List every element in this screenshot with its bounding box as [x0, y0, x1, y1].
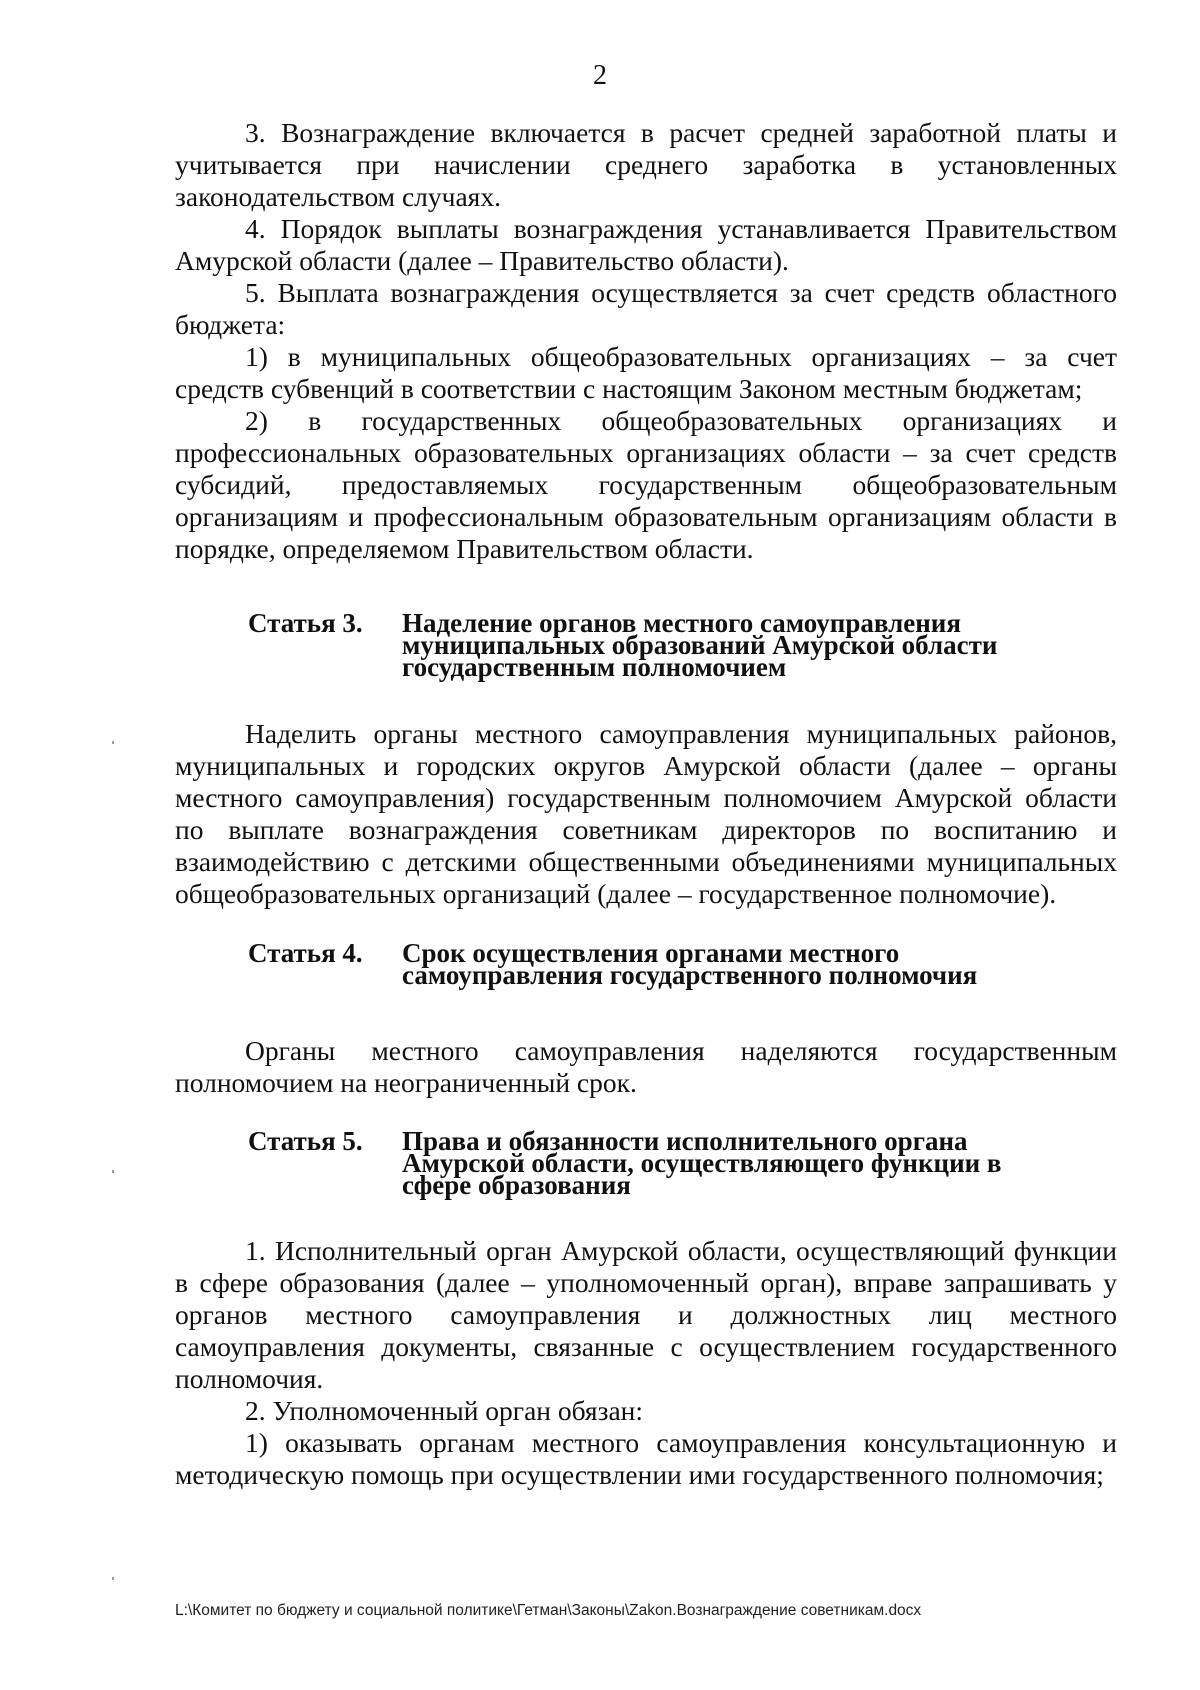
- scan-speck: [112, 741, 114, 744]
- paragraph-subitem-1: 1) в муниципальных общеобразовательных организациях – за счет средств субвенций в соответствии с настоящим Законом местным бюджетам;: [175, 341, 1117, 404]
- page-number: 2: [593, 60, 607, 91]
- paragraph-subitem-2: 2) в государственных общеобразовательных организациях и профессиональных образовательных организациях области – за счет средств субсидий, предоставляемых государственным общеобразовательным организациям и профессиональным образовательным организациям области в порядке, определяемом Правительством области.: [175, 405, 1117, 564]
- article-5-title: [402, 1126, 1108, 1200]
- article-5-label: Статья 5.: [248, 1126, 363, 1156]
- article-4-title-line: самоуправления государственного полномочия: [402, 960, 978, 990]
- article-5-paragraph-2: 2. Уполномоченный орган обязан:: [245, 1395, 644, 1426]
- article-4-title-line: Срок осуществления органами местного: [402, 938, 900, 968]
- article-3-title-line: муниципальных образований Амурской области: [402, 630, 998, 660]
- section-payment-terms: [175, 117, 1117, 565]
- article-3-title-line: Наделение органов местного самоуправления: [402, 608, 961, 638]
- article-4-heading: [248, 938, 1108, 990]
- article-5-paragraph-1: 1. Исполнительный орган Амурской области, осуществляющий функции в сфере образования (далее – уполномоченный орган), вправе запрашивать у органов местного самоуправления и должностных лиц местного самоуправления документы, связанные с осуществлением государственного полномочия.: [175, 1235, 1117, 1394]
- scan-speck: [112, 1577, 114, 1580]
- article-5-paragraph-3: 1) оказывать органам местного самоуправления консультационную и методическую помощь при осуществлении ими государственного полномочия;: [175, 1427, 1117, 1490]
- article-3-label: Статья 3.: [248, 608, 363, 638]
- paragraph-item-4: 4. Порядок выплаты вознаграждения устанавливается Правительством Амурской области (далее – Правительство области).: [175, 213, 1117, 276]
- article-5-title-line: Права и обязанности исполнительного органа: [402, 1126, 968, 1156]
- paragraph-item-5: 5. Выплата вознаграждения осуществляется за счет средств областного бюджета:: [175, 277, 1117, 340]
- file-path-footer: L:\Комитет по бюджету и социальной политике\Гетман\Законы\Zakon.Вознаграждение советникам.docx: [175, 1602, 922, 1619]
- article-4-paragraph: Органы местного самоуправления наделяются государственным полномочием на неограниченный срок.: [175, 1035, 1117, 1098]
- article-4-label: Статья 4.: [248, 938, 363, 968]
- article-3-heading: [248, 608, 1108, 682]
- article-5-title-line: Амурской области, осуществляющего функции в: [402, 1148, 1002, 1178]
- article-3-title: [402, 608, 1108, 682]
- paragraph-item-3: 3. Вознаграждение включается в расчет средней заработной платы и учитывается при начислении среднего заработка в установленных законодательством случаях.: [175, 117, 1117, 212]
- article-3-body: [175, 718, 1117, 910]
- article-3-title-line: государственным полномочием: [402, 652, 787, 682]
- scan-speck: [112, 1170, 114, 1173]
- article-5-body: [175, 1235, 1117, 1491]
- article-5-heading: [248, 1126, 1108, 1200]
- article-3-paragraph: Наделить органы местного самоуправления муниципальных районов, муниципальных и городских округов Амурской области (далее – органы местного самоуправления) государственным полномочием Амурской области по выплате вознаграждения советникам директоров по воспитанию и взаимодействию с детскими общественными объединениями муниципальных общеобразовательных организаций (далее – государственное полномочие).: [175, 718, 1117, 909]
- article-4-title: [402, 938, 1108, 990]
- article-4-body: [175, 1035, 1117, 1099]
- article-5-title-line: сфере образования: [402, 1170, 631, 1200]
